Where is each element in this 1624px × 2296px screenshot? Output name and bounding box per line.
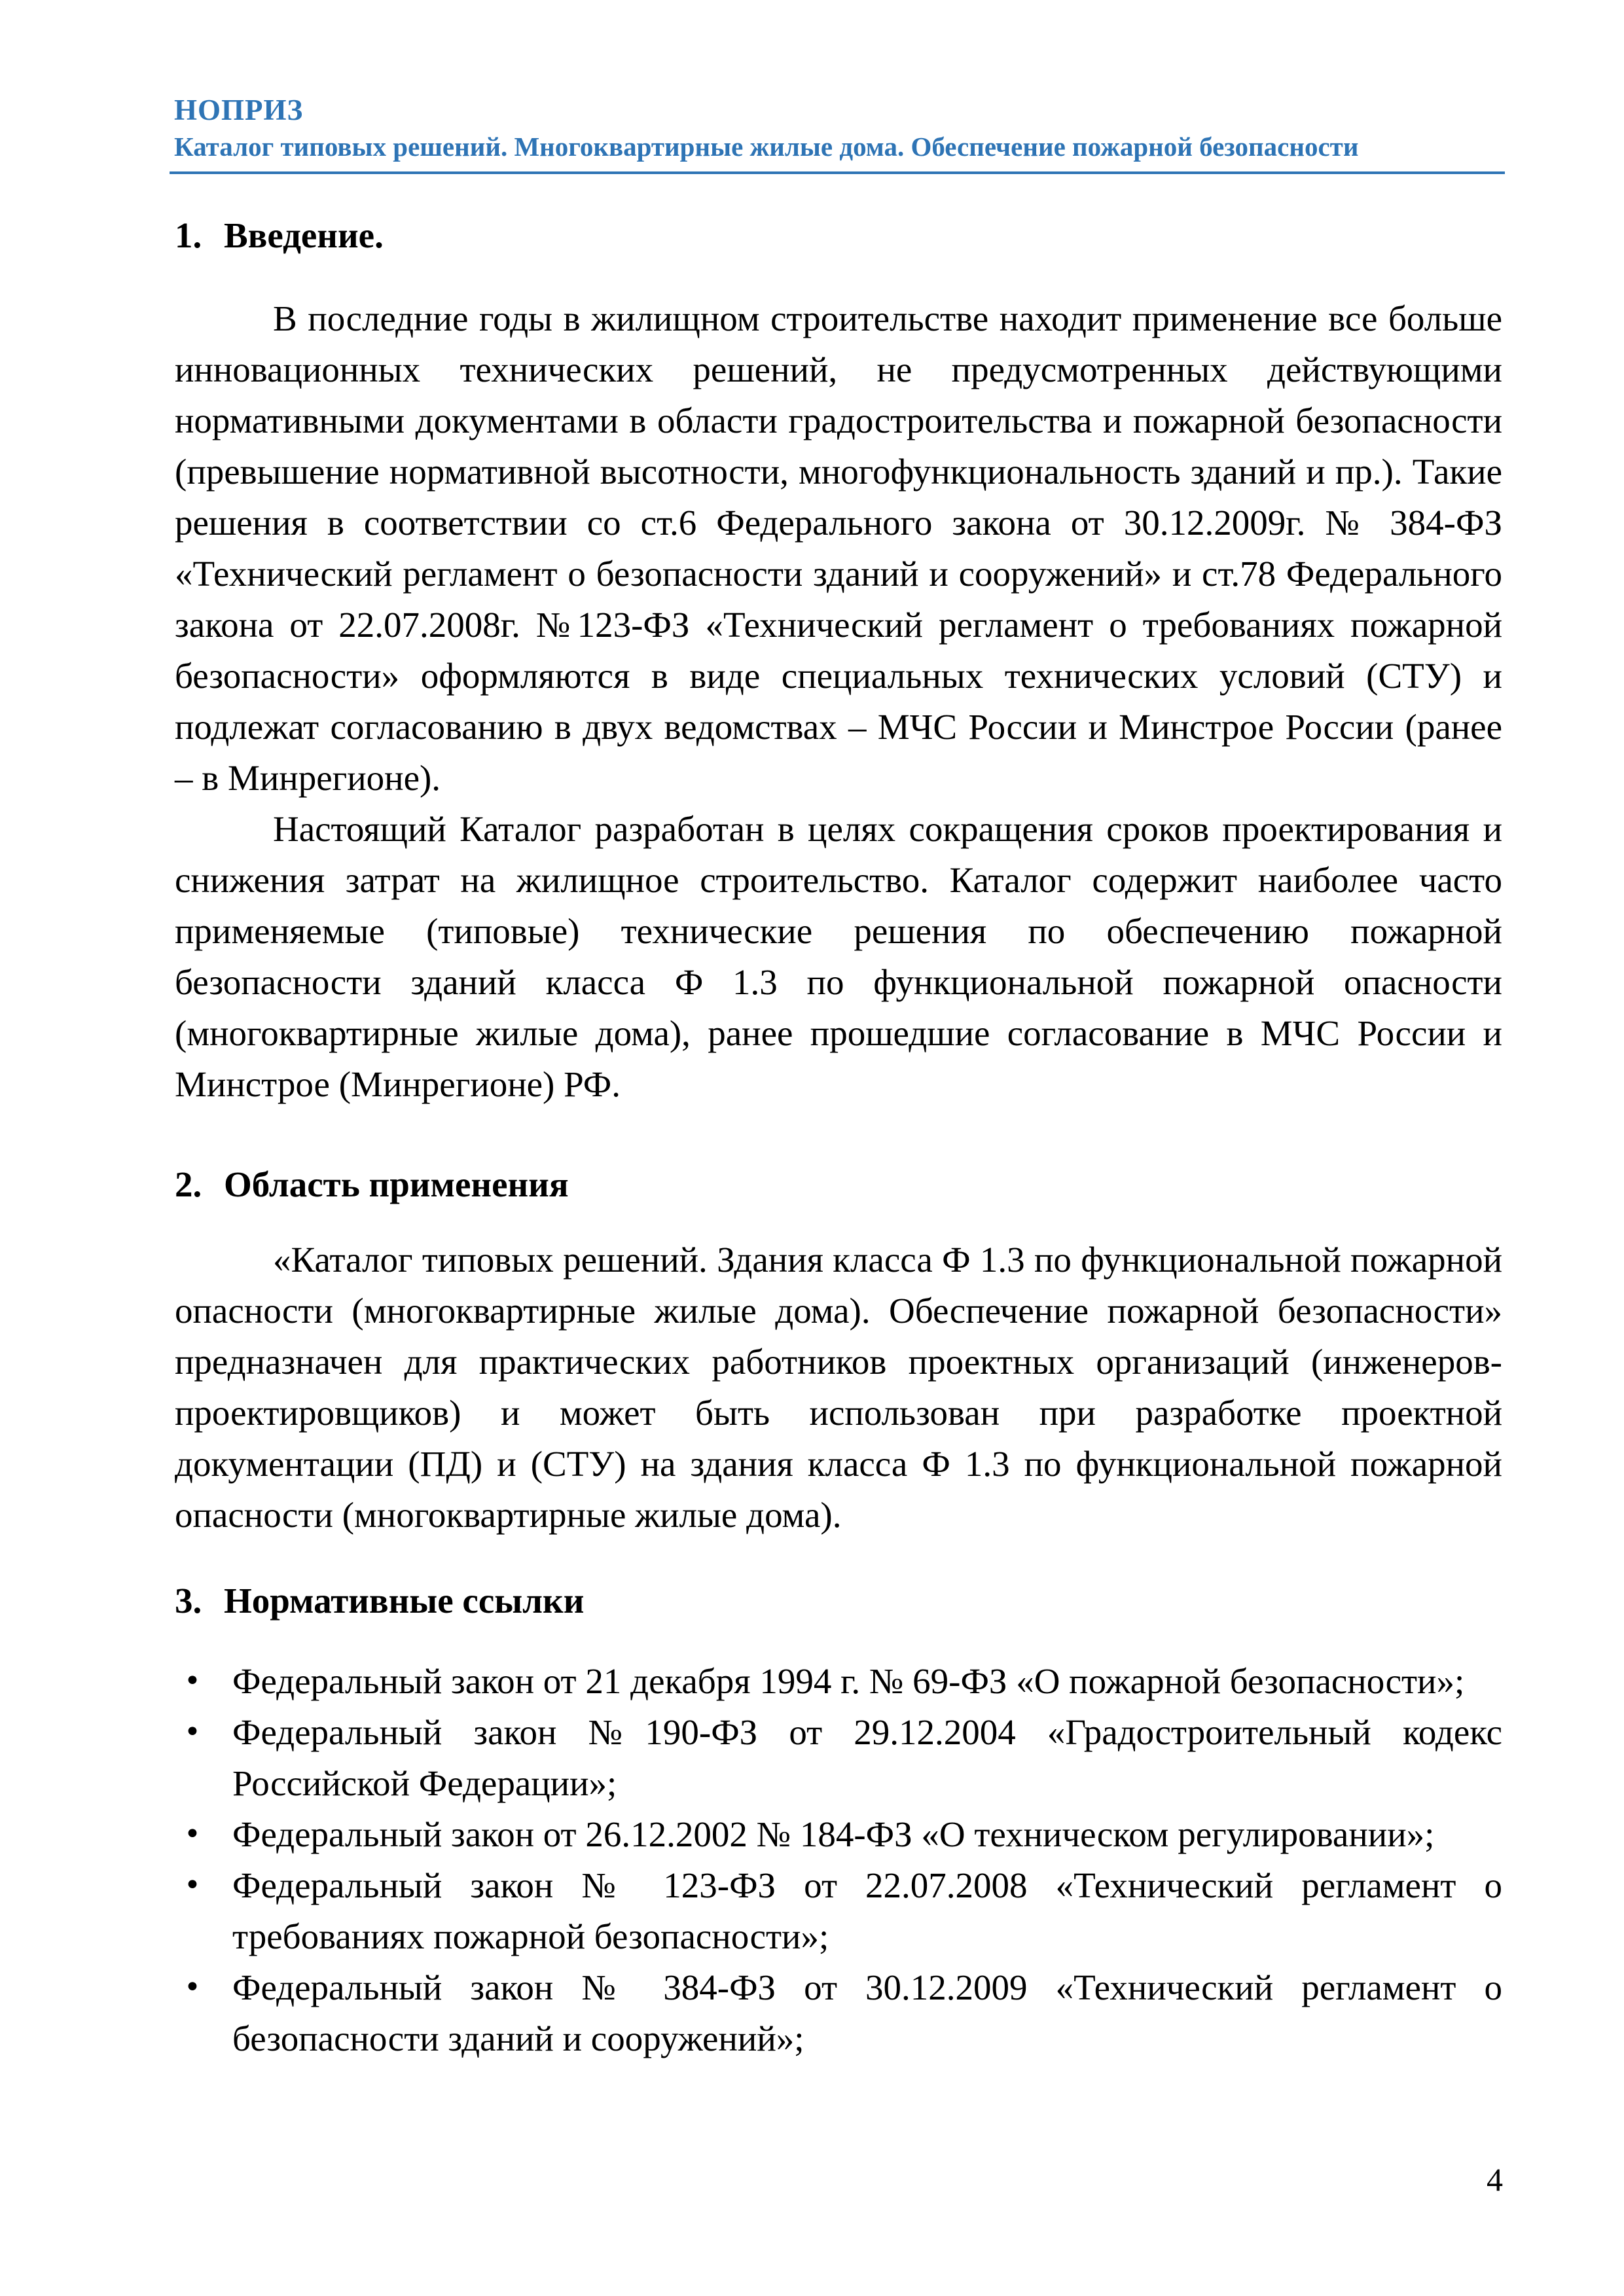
bullet-icon: • xyxy=(184,1818,201,1851)
section-title: Область применения xyxy=(224,1164,569,1204)
catalog-title: Каталог типовых решений. Многоквартирные жилые дома. Обеспечение пожарной безопасности xyxy=(174,132,1359,162)
paragraph: «Каталог типовых решений. Здания класса Ф 1.3 по функциональной пожарной опасности (многоквартирные жилые дома). Обеспечение пожарной безопасности» предназначен для практических работников проектных организаций (инженеров-проектировщиков) и может быть использован при разработке проектной документации (ПД) и (СТУ) на здания класса Ф 1.3 по функциональной пожарной опасности (многоквартирные жилые дома). xyxy=(175,1240,1502,1535)
bullet-icon: • xyxy=(184,1971,201,2004)
section-heading-normative-references xyxy=(175,1575,1502,1627)
running-header xyxy=(174,92,1503,165)
page-number: 4 xyxy=(1487,2161,1503,2198)
list-item xyxy=(175,1962,1502,2064)
normative-references-list xyxy=(175,1656,1502,2064)
section-number: 1. xyxy=(175,215,202,255)
list-item xyxy=(175,1809,1502,1860)
section-title: Нормативные ссылки xyxy=(224,1581,585,1621)
list-item xyxy=(175,1656,1502,1707)
section-number: 2. xyxy=(175,1164,202,1204)
bullet-icon: • xyxy=(184,1715,201,1749)
list-item xyxy=(175,1860,1502,1962)
list-item-text: Федеральный закон от 26.12.2002 № 184-ФЗ «О техническом регулировании»; xyxy=(232,1814,1435,1854)
section-heading-scope xyxy=(175,1158,1502,1211)
list-item-text: Федеральный закон №190-ФЗ от 29.12.2004 «Градостроительный кодекс Российской Федерации»; xyxy=(232,1712,1502,1803)
bullet-icon: • xyxy=(184,1869,201,1902)
bullet-icon: • xyxy=(184,1664,201,1698)
section-title: Введение. xyxy=(224,215,384,255)
list-item-text: Федеральный закон № 123-ФЗ от 22.07.2008 «Технический регламент о требованиях пожарной безопасности»; xyxy=(232,1865,1502,1956)
organization-name: НОПРИЗ xyxy=(174,94,304,126)
section-number: 3. xyxy=(175,1581,202,1621)
paragraph: Настоящий Каталог разработан в целях сокращения сроков проектирования и снижения затрат на жилищное строительство. Каталог содержит наиболее часто применяемые (типовые) технические решения по обеспечению пожарной безопасности зданий класса Ф 1.3 по функциональной пожарной опасности (многоквартирные жилые дома), ранее прошедшие согласование в МЧС России и Минстрое (Минрегионе) РФ. xyxy=(175,809,1502,1104)
paragraph: В последние годы в жилищном строительстве находит применение все больше инновационных технических решений, не предусмотренных действующими нормативными документами в области градостроительства и пожарной безопасности (превышение нормативной высотности, многофункциональность зданий и пр.). Такие решения в соответствии со ст.6 Федерального закона от 30.12.2009г. № 384-ФЗ «Технический регламент о безопасности зданий и сооружений» и ст.78 Федерального закона от 22.07.2008г. №123-ФЗ «Технический регламент о требованиях пожарной безопасности» оформляются в виде специальных технических условий (СТУ) и подлежат согласованию в двух ведомствах – МЧС России и Минстрое России (ранее – в Минрегионе). xyxy=(175,298,1502,798)
header-divider xyxy=(170,171,1505,174)
list-item-text: Федеральный закон от 21 декабря 1994 г. № 69-ФЗ «О пожарной безопасности»; xyxy=(232,1661,1465,1701)
document-body xyxy=(175,209,1502,2064)
section-heading-introduction xyxy=(175,209,1502,262)
list-item xyxy=(175,1707,1502,1809)
list-item-text: Федеральный закон № 384-ФЗ от 30.12.2009 «Технический регламент о безопасности зданий и сооружений»; xyxy=(232,1967,1502,2058)
